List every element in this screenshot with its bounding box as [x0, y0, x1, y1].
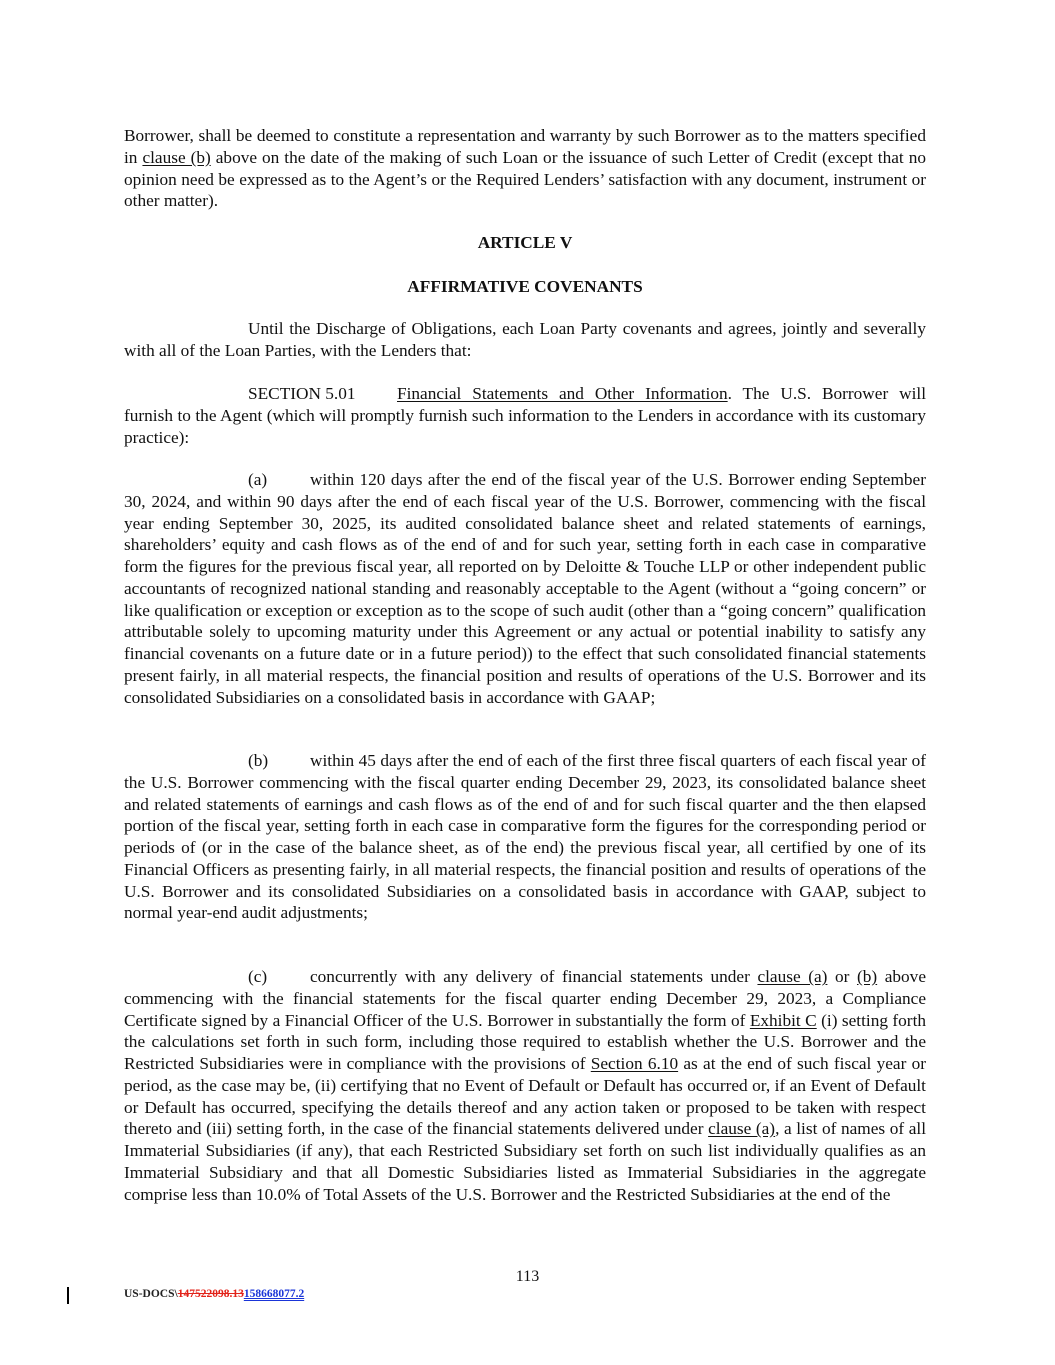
clause-b-reference[interactable]: clause (b) — [142, 147, 211, 167]
clause-c-text-3: above commencing with the financial statements for the fiscal quarter ending December 29, 2023, a Compliance Certificate signed by a Financial Officer of the U.S. Borrower in substantially the form of — [124, 967, 926, 1030]
section-6-10-reference[interactable]: Section 6.10 — [590, 1054, 679, 1073]
preamble-paragraph — [124, 318, 926, 362]
clause-c-paragraph — [124, 966, 926, 1205]
footer-inserted-id: 158668077.2 — [243, 1288, 305, 1300]
preamble-text: Until the Discharge of Obligations, each Loan Party covenants and agrees, jointly and severally with all of the Loan Parties, with the Lenders that: — [124, 319, 926, 360]
intro-text-1: Borrower, shall be deemed to constitute a representation and warranty by such Borrower as to the matters specified in — [124, 126, 926, 167]
article-number: ARTICLE V — [477, 233, 573, 252]
clause-c-text-4: (i) setting forth the calculations set forth in such form, including those required to establish whether the U.S. Borrower and the Restricted Subsidiaries were in compliance with the provisions of — [124, 1010, 927, 1073]
page-number: 113 — [515, 1268, 540, 1285]
clause-c-label: (c) — [248, 967, 268, 986]
exhibit-c-reference[interactable]: Exhibit C — [749, 1010, 817, 1030]
clause-a-label: (a) — [248, 470, 268, 489]
article-title: AFFIRMATIVE COVENANTS — [407, 277, 643, 296]
clause-b-paragraph — [124, 750, 926, 924]
footer-prefix: US-DOCS\ — [124, 1288, 178, 1300]
section-5-01-paragraph — [124, 383, 926, 448]
clause-a-paragraph — [124, 469, 926, 708]
clause-b-text: within 45 days after the end of each of the first three fiscal quarters of each fiscal year of the U.S. Borrower commencing with the fiscal quarter ending December 29, 2023, its consolidated balance sheet and related statements of earnings and cash flows as of the end of and for such fiscal quarter and the then elapsed portion of the fiscal year, setting forth in each case in comparative form the figures for the corresponding period or periods of (or in the case of the balance sheet, as of the end) the previous fiscal year, all certified by one of its Financial Officers as presenting fairly, in all material respects, the financial position and results of operations of the U.S. Borrower and its consolidated Subsidiaries on a consolidated basis in accordance with GAAP, subject to normal year-end audit adjustments; — [124, 751, 926, 923]
section-text: . The U.S. Borrower will furnish to the Agent (which will promptly furnish such information to the Lenders in accordance with its customary practice): — [124, 384, 927, 447]
clause-b-label: (b) — [248, 751, 269, 770]
intro-text-2: above on the date of the making of such Loan or the issuance of such Letter of Credit (except that no opinion need be expressed as to the Agent’s or the Required Lenders’ satisfaction with any document, instrument or other matter). — [124, 147, 926, 211]
change-bar — [67, 1287, 69, 1304]
footer-deleted-id: 147522098.13 — [177, 1288, 244, 1300]
clause-a-reference-2[interactable]: clause (a) — [708, 1119, 776, 1139]
clause-c-text-5: as at the end of such fiscal year or period, as the case may be, (ii) certifying that no Event of Default or Default has occurred or, if an Event of Default or Default has occurred, specifying the details thereof and any action taken or proposed to be taken with respect thereto and (iii) setting forth, in the case of the financial statements delivered under — [124, 1054, 926, 1139]
clause-a-reference[interactable]: clause (a) — [757, 967, 828, 986]
document-id-footer — [124, 1288, 304, 1300]
intro-paragraph — [124, 125, 926, 212]
clause-b-short-reference[interactable]: (b) — [856, 967, 878, 986]
clause-a-text: within 120 days after the end of the fiscal year of the U.S. Borrower ending September 30, 2024, and within 90 days after the end of each fiscal year of the U.S. Borrower, commencing with the fiscal year ending September 30, 2025, its audited consolidated balance sheet and related statements of earnings, shareholders’ equity and cash flows as of the end of and for such year, setting forth in each case in comparative form the figures for the previous fiscal year, all reported on by Deloitte & Touche LLP or other independent public accountants of recognized national standing and reasonably acceptable to the Agent (without a “going concern” or like qualification or exception or exception as to the scope of such audit (other than a “going concern” qualification attributable solely to upcoming maturity under this Agreement or any actual or potential inability to satisfy any financial covenants on a future date or in a future period)) to the effect that such consolidated financial statements present fairly, in all material respects, the financial position and results of operations of the U.S. Borrower and its consolidated Subsidiaries on a consolidated basis in accordance with GAAP; — [124, 470, 926, 707]
clause-c-text-2: or — [827, 967, 857, 986]
clause-c-text-1: concurrently with any delivery of financial statements under — [310, 967, 758, 986]
section-title: Financial Statements and Other Information — [397, 384, 728, 403]
section-number: SECTION 5.01 — [248, 384, 356, 403]
clause-c-text-6: , a list of names of all Immaterial Subsidiaries (if any), that each Restricted Subsidiary set forth on such list individually qualifies as an Immaterial Subsidiary and that all Domestic Subsidiaries listed as Immaterial Subsidiaries in the aggregate comprise less than 10.0% of Total Assets of the U.S. Borrower and the Restricted Subsidiaries at the end of the — [124, 1119, 926, 1204]
